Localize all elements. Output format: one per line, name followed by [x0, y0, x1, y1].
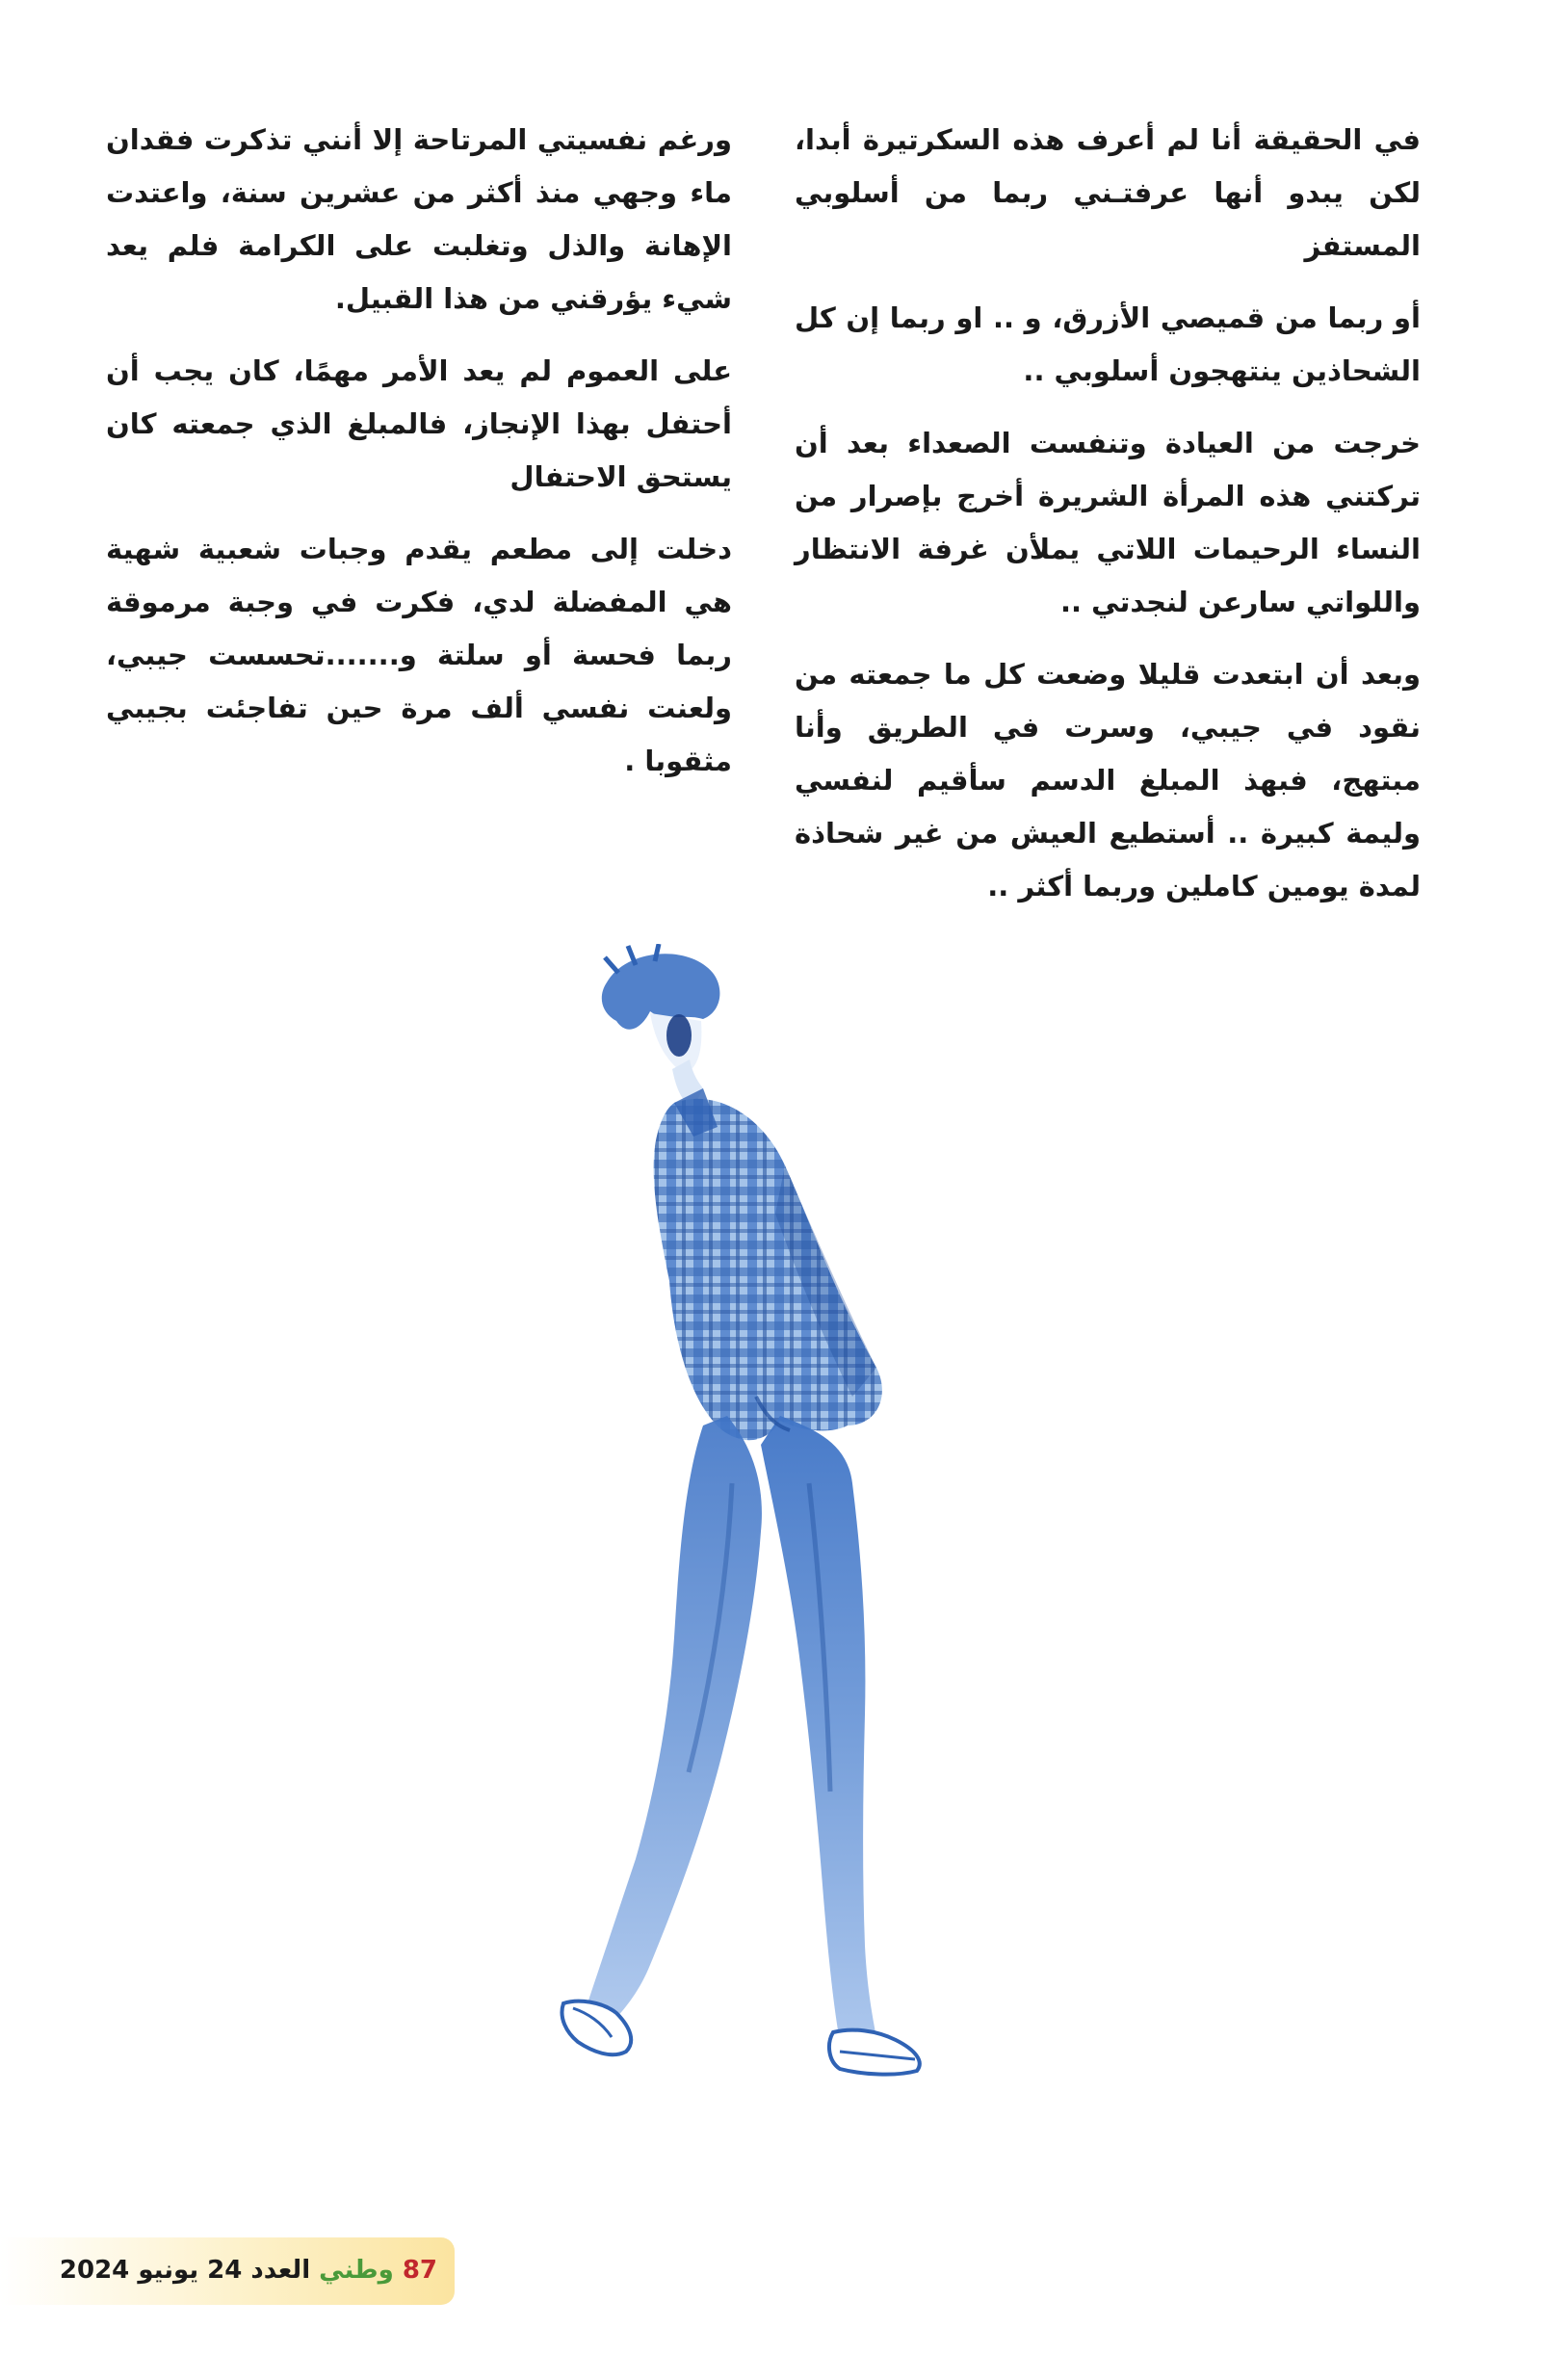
paragraph: أو ربما من قميصي الأزرق، و .. او ربما إن كل الشحاذين ينتهجون أسلوبي .. [795, 301, 1421, 387]
article-column-left [106, 114, 732, 807]
issue-label: العدد 24 [207, 2256, 311, 2285]
walking-man-watercolor-icon [559, 944, 1252, 2129]
issue-year: 2024 [59, 2256, 130, 2285]
footer-bar [0, 2237, 455, 2305]
issue-month: يونيو [138, 2256, 199, 2285]
paragraph: دخلت إلى مطعم يقدم وجبات شعبية شهية هي المفضلة لدي، فكرت في وجبة مرموقة ربما فحسة أو سلتة و.......تحسست جيبي، ولعنت نفسي ألف مرة حين تفاجئت بجيبي مثقوبا . [106, 533, 732, 777]
page-number: 87 [402, 2256, 437, 2285]
paragraph: خرجت من العيادة وتنفست الصعداء بعد أن تركتني هذه المرأة الشريرة أخرج بإصرار من النساء الرحيمات اللاتي يملأن غرفة الانتظار واللواتي سارعن لنجدتي .. [795, 427, 1421, 618]
article-column-right [795, 114, 1421, 932]
paragraph: في الحقيقة أنا لم أعرف هذه السكرتيرة أبدا، لكن يبدو أنها عرفتـني ربما من أسلوبي المستفز [795, 123, 1421, 262]
magazine-name: وطني [319, 2256, 394, 2285]
paragraph: ورغم نفسيتي المرتاحة إلا أنني تذكرت فقدان ماء وجهي منذ أكثر من عشرين سنة، واعتدت الإهانة والذل وتغلبت على الكرامة فلم يعد شيء يؤرقني من هذا القبيل. [106, 123, 732, 315]
paragraph: وبعد أن ابتعدت قليلا وضعت كل ما جمعته من نقود في جيبي، وسرت في الطريق وأنا مبتهج، فبهذ المبلغ الدسم سأقيم لنفسي وليمة كبيرة .. أستطيع العيش من غير شحاذة لمدة يومين كاملين وربما أكثر .. [795, 658, 1421, 902]
footer-text [60, 2251, 437, 2289]
paragraph: على العموم لم يعد الأمر مهمًا، كان يجب أن أحتفل بهذا الإنجاز، فالمبلغ الذي جمعته كان يستحق الاحتفال [106, 354, 732, 493]
